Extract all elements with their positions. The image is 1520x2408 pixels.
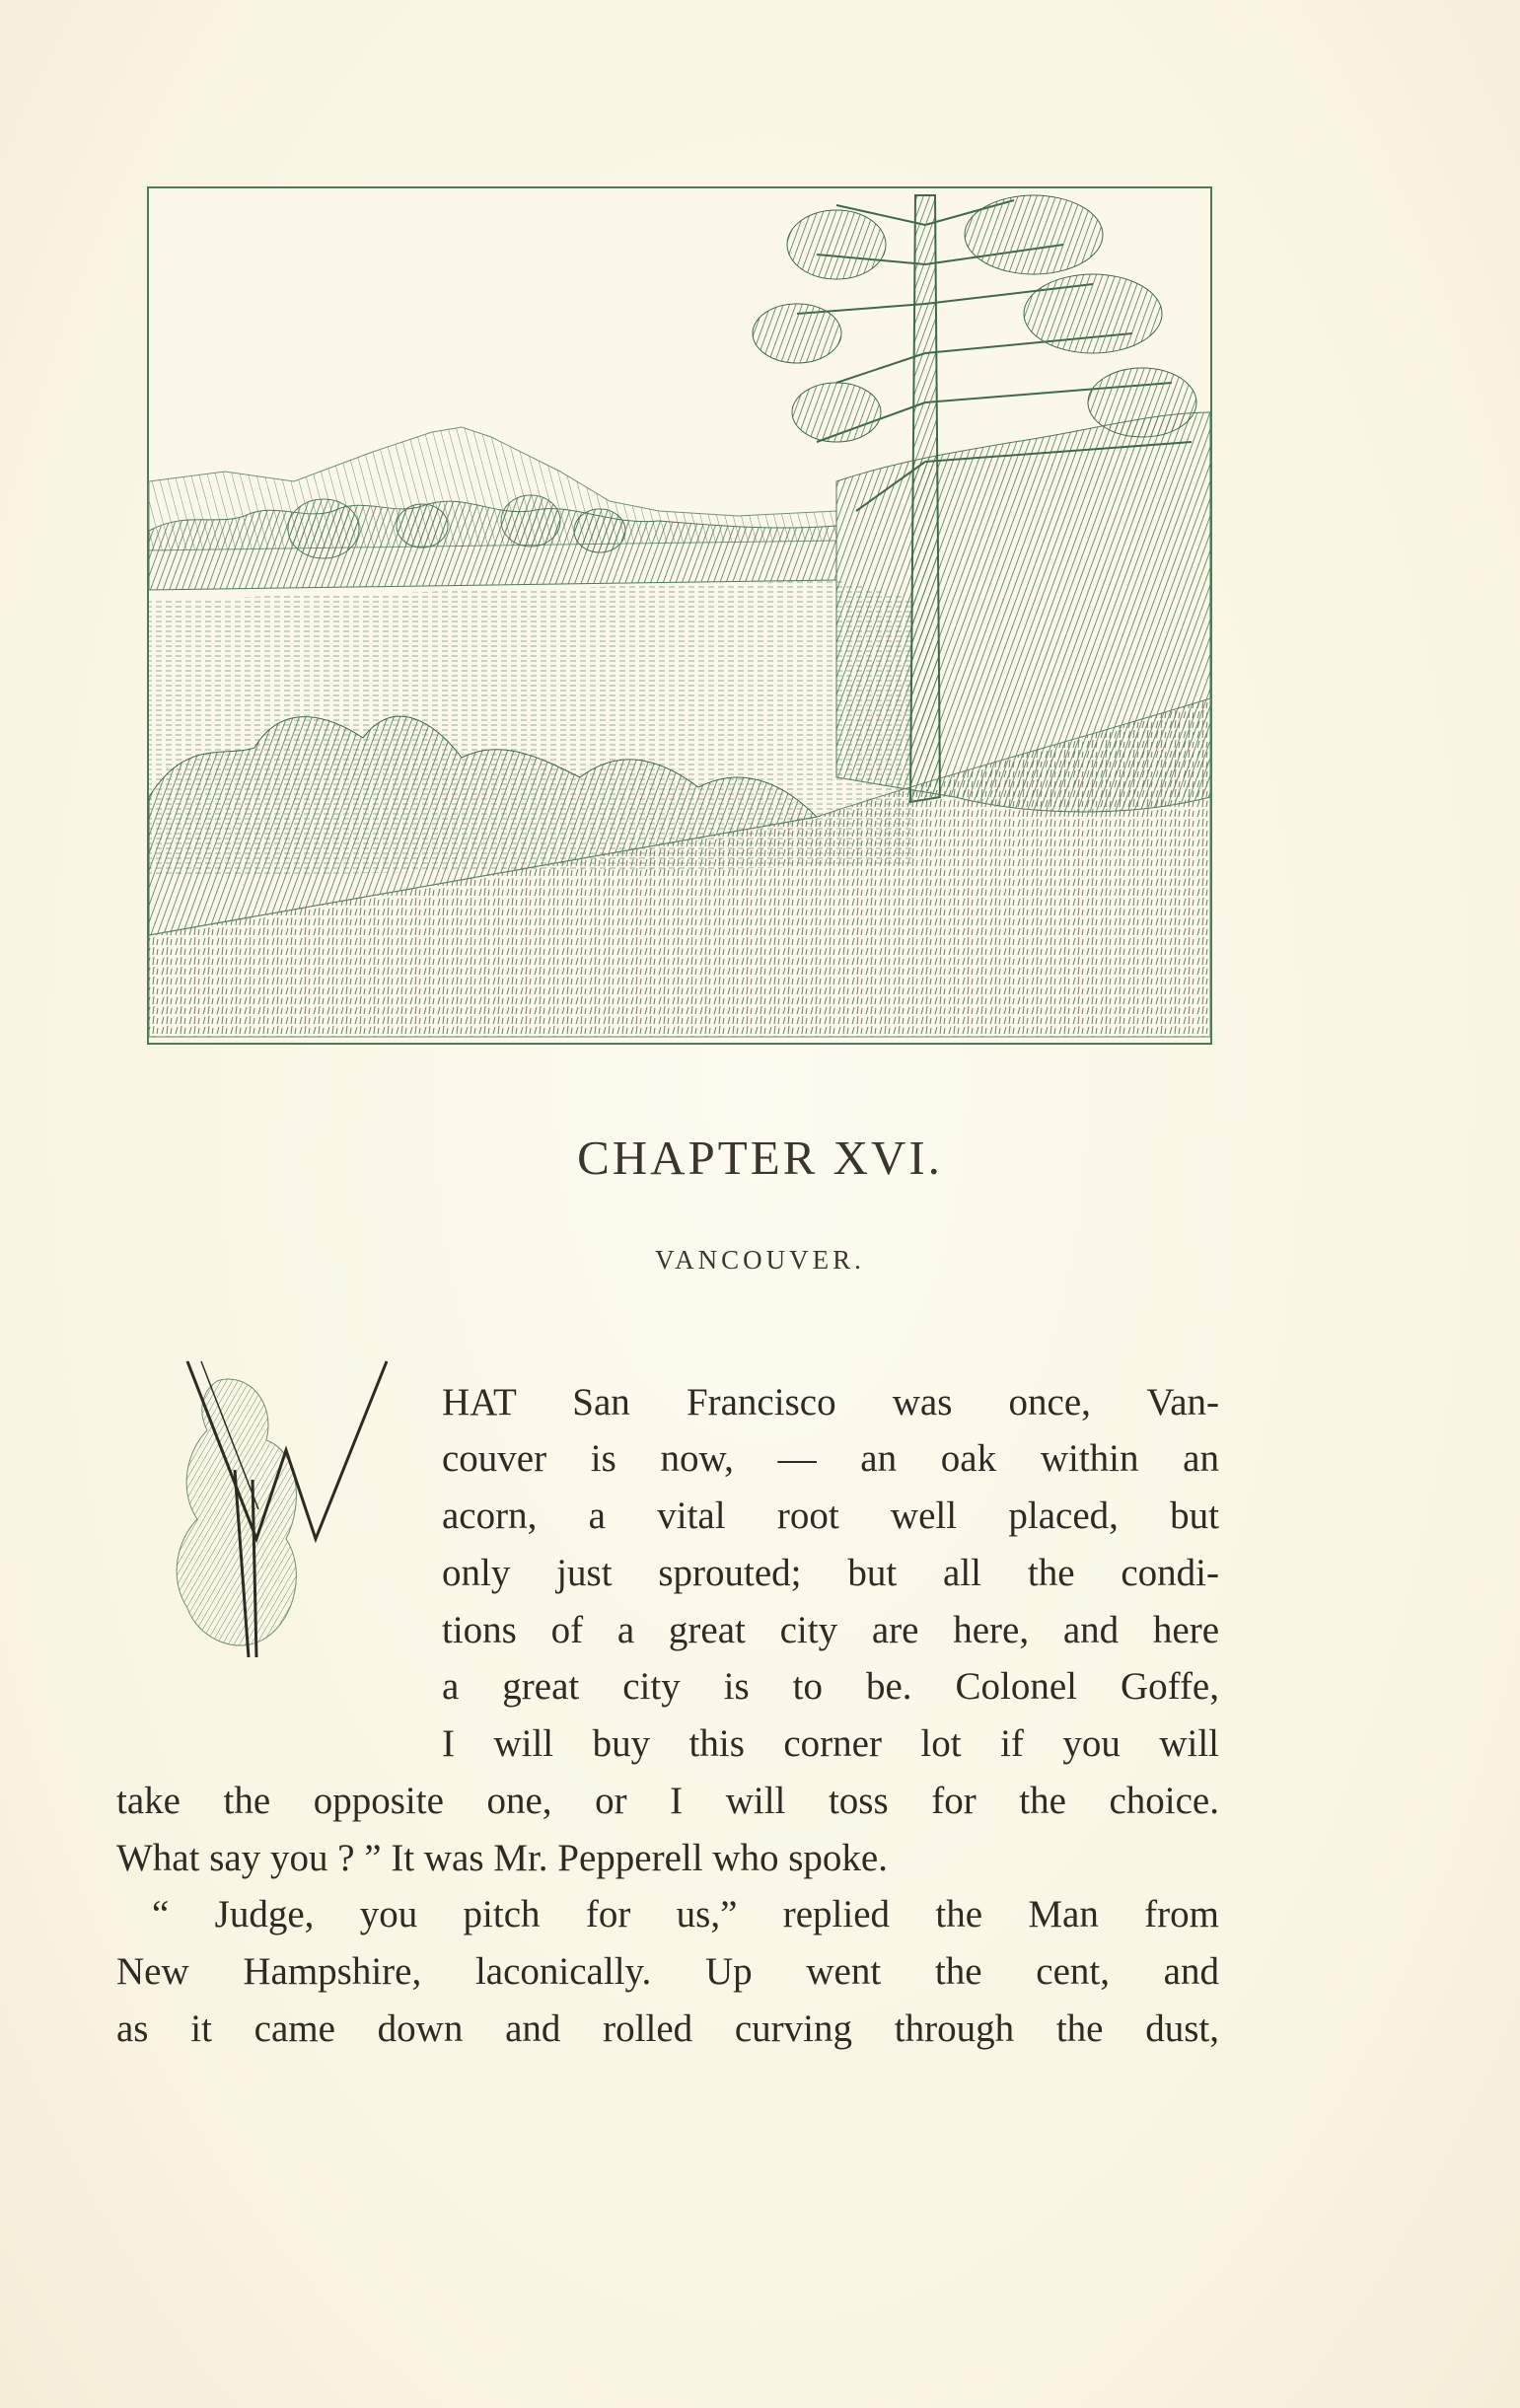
chapter-subtitle: VANCOUVER. (655, 1245, 865, 1275)
body-text-line: I will buy this corner lot if you will (442, 1722, 1219, 1765)
body-text-line: What say you ? ” It was Mr. Pepperell who spoke. (116, 1837, 888, 1879)
body-text-line: a great city is to be. Colonel Goffe, (442, 1665, 1219, 1708)
body-text-line: “ Judge, you pitch for us,” replied the Man from (152, 1893, 1219, 1935)
body-text-line: couver is now, — an oak within an (442, 1437, 1219, 1480)
lake-landscape-illustration (146, 185, 1213, 1046)
body-text-line: tions of a great city are here, and here (442, 1609, 1219, 1651)
decorative-initial-w-icon (158, 1342, 416, 1683)
body-text-line: only just sprouted; but all the condi- (442, 1552, 1219, 1594)
body-text-line: take the opposite one, or I will toss for the choice. (116, 1780, 1219, 1822)
body-text-line: as it came down and rolled curving through the dust, (116, 2007, 1219, 2050)
body-text-line: New Hampshire, laconically. Up went the cent, and (116, 1950, 1219, 1993)
body-text-line: HAT San Francisco was once, Van- (442, 1381, 1219, 1423)
body-text-line: acorn, a vital root well placed, but (442, 1495, 1219, 1537)
chapter-title: CHAPTER XVI. (577, 1131, 943, 1185)
